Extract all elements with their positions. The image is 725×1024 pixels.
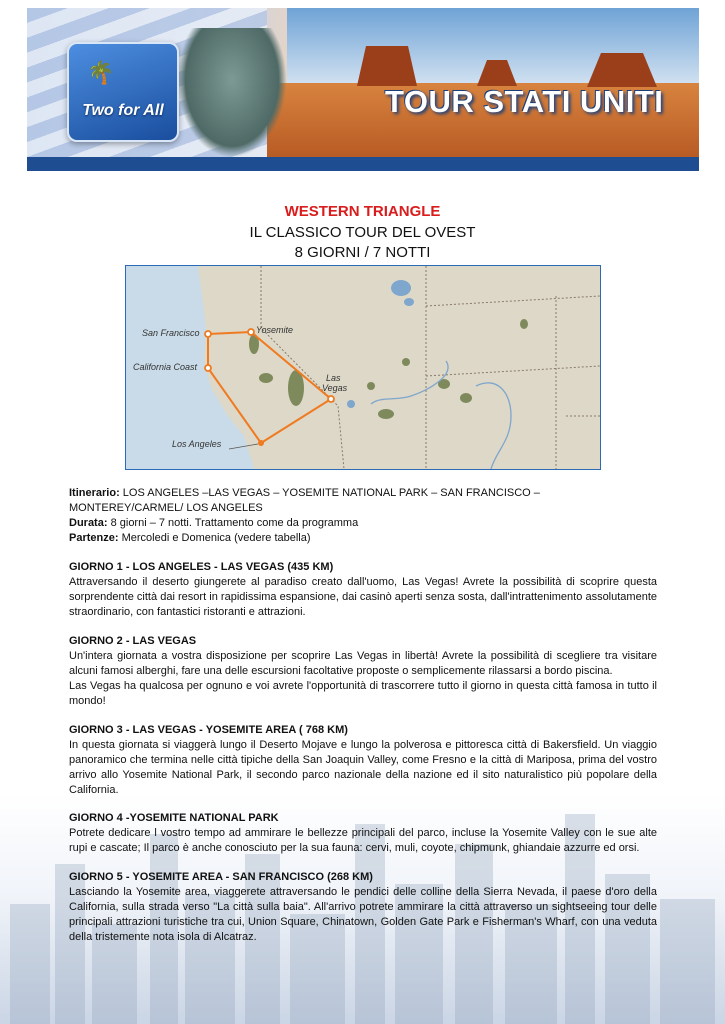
map-label-las: Las — [326, 373, 341, 383]
mesa-shape — [357, 46, 417, 86]
duration-label: Durata: — [69, 517, 108, 529]
page-subtitle: IL CLASSICO TOUR DEL OVEST — [249, 224, 476, 241]
duration-line — [69, 516, 657, 531]
stop-san-francisco — [205, 331, 211, 337]
map-label-yosemite: Yosemite — [256, 325, 294, 335]
stop-los-angeles — [258, 440, 264, 446]
state-borders — [261, 266, 600, 469]
departures-value: Mercoledi e Domenica (vedere tabella) — [121, 532, 311, 544]
stop-california-coast — [205, 365, 211, 371]
day-1-title: GIORNO 1 - LOS ANGELES - LAS VEGAS (435 KM) — [69, 561, 334, 573]
itinerary-label: Itinerario: — [69, 487, 120, 499]
day-5-title: GIORNO 5 - YOSEMITE AREA - SAN FRANCISCO (268 KM) — [69, 871, 373, 883]
itinerary-line — [69, 486, 657, 516]
two-for-all-logo — [67, 42, 179, 142]
statue-of-liberty — [177, 28, 287, 158]
palm-tree-icon: 🌴 — [87, 60, 115, 85]
logo-text: Two for All — [82, 102, 164, 119]
day-2-text: Un'intera giornata a vostra disposizione per scoprire Las Vegas in libertà! Avrete la possibilità di scegliere tra visitare alcuni famosi alberghi, fare una delle escursioni facoltative proposte o semplicemente rilassarsi a bordo piscina. — [69, 650, 657, 677]
map-label-los-angeles: Los Angeles — [172, 439, 222, 449]
lakes — [347, 280, 414, 408]
page-duration: 8 GIORNI / 7 NOTTI — [294, 244, 431, 261]
duration-value: 8 giorni – 7 notti. Trattamento come da programma — [110, 517, 359, 529]
map-label-vegas: Vegas — [322, 383, 348, 393]
map-label-san-francisco: San Francisco — [142, 328, 200, 338]
page-title: WESTERN TRIANGLE — [284, 203, 441, 220]
header-banner — [27, 8, 699, 171]
stop-las-vegas — [328, 396, 334, 402]
stop-yosemite — [248, 329, 254, 335]
itinerary-value: LOS ANGELES –LAS VEGAS – YOSEMITE NATIONAL PARK – SAN FRANCISCO – MONTEREY/CARMEL/ LOS ANGELES — [69, 487, 540, 514]
banner-stripe — [27, 157, 699, 171]
map-label-california-coast: California Coast — [133, 362, 198, 372]
banner-title: TOUR STATI UNITI — [385, 84, 664, 119]
departures-line — [69, 531, 657, 546]
day-1-text: Attraversando il deserto giungerete al paradiso creato dall'uomo, Las Vegas! Avrete la possibilità di scoprire questa sorprendente città dai resort in rapidissima espansione, dai casinò aperti senza sosta, dall'intrattenimento assolutamente straordinario, con fantastici ristoranti e attrazioni. — [69, 576, 657, 618]
day-2-text-2: Las Vegas ha qualcosa per ognuno e voi avrete l'opportunità di trascorrere tutto il giorno in questa città famosa in tutto il mondo! — [69, 680, 657, 707]
day-3-title: GIORNO 3 - LAS VEGAS - YOSEMITE AREA ( 768 KM) — [69, 724, 348, 736]
day-4-title: GIORNO 4 -YOSEMITE NATIONAL PARK — [69, 812, 279, 824]
departures-label: Partenze: — [69, 532, 119, 544]
day-4-text: Potrete dedicare l vostro tempo ad ammirare le bellezze principali del parco, incluse la Yosemite Valley con le sue alte rupi e cascate; Il parco è anche conosciuto per la sua fauna: cervi, muli, coyote, chipmunk, ghiandaie azzurre ed orsi. — [69, 827, 657, 854]
day-2-title: GIORNO 2 - LAS VEGAS — [69, 635, 197, 647]
day-5-text: Lasciando la Yosemite area, viaggerete attraversando le pendici delle colline della Sierra Nevada, il paese d'oro della California, sulla strada verso "La città sulla baia". All'arrivo potrete ammirare la città attraverso un sightseeing tour delle principali attrazioni turistiche tra cui, Union Square, Chinatown, Golden Gate Park e Fisherman's Wharf, con una veduta della tristemente nota isola di Alcatraz. — [69, 886, 657, 943]
day-3-text: In questa giornata si viaggerà lungo il Deserto Mojave e lungo la polverosa e pittoresca città di Bakersfield. Un viaggio panoramico che termina nelle città tipiche della San Joaquin Valley, come Fresno e la città di Mariposa, prima del vostro arrivo allo Yosemite National Park, il secondo parco nazionale della nazione ed il sito naturalistico più popolare della California. — [69, 739, 657, 796]
route-map — [125, 265, 601, 470]
